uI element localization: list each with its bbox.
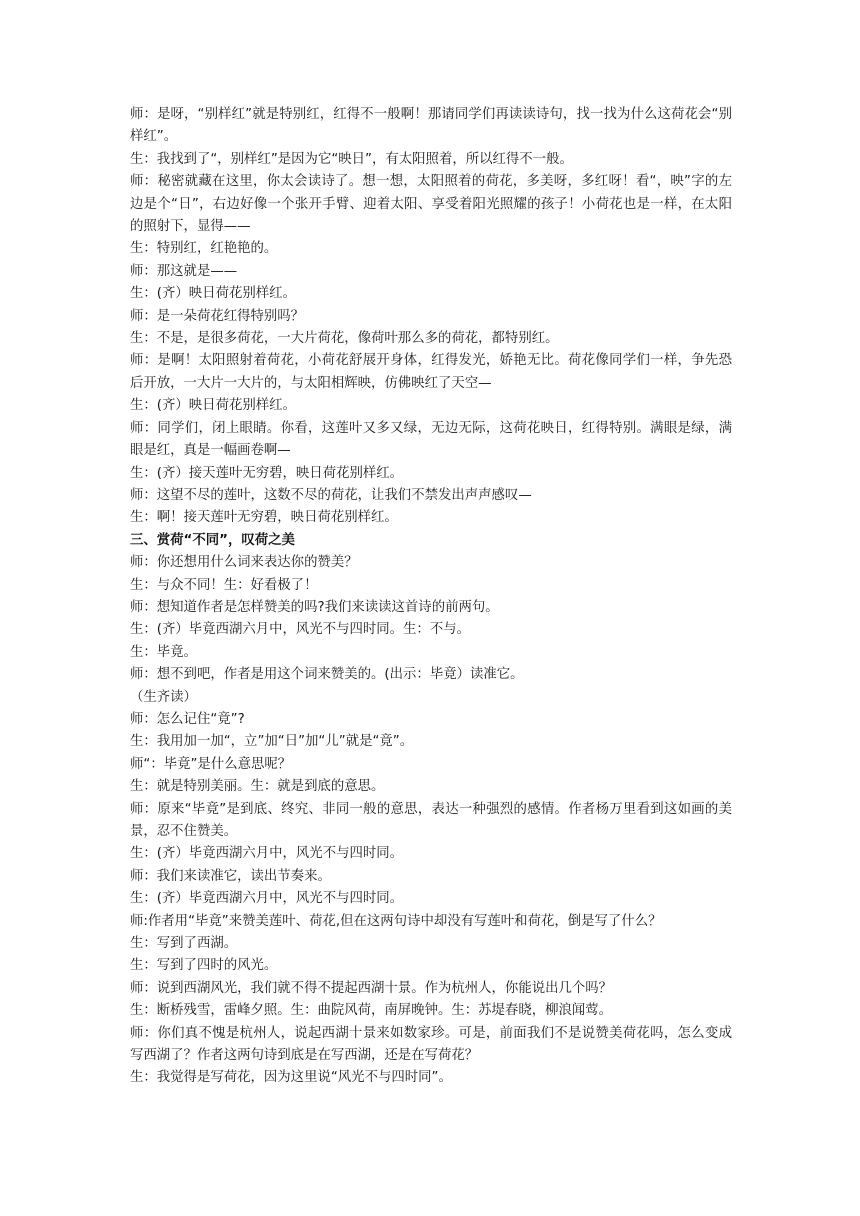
- dialogue-paragraph: 师“：毕竟”是什么意思呢？: [130, 756, 292, 772]
- dialogue-paragraph: 师：那这就是——: [130, 263, 238, 279]
- dialogue-paragraph: （生齐读）: [130, 689, 197, 705]
- dialogue-paragraph: 生：(齐）毕竟西湖六月中，风光不与四时同。: [130, 891, 404, 907]
- dialogue-paragraph: 师：是呀，“别样红”就是特别红，红得不一般啊！那请同学们再读读诗句，找一找为什么这荷花会“别样红”。: [130, 107, 732, 145]
- dialogue-paragraph: 生：特别红，红艳艳的。: [130, 241, 278, 257]
- dialogue-paragraph: 师：你还想用什么词来表达你的赞美？: [130, 555, 358, 571]
- dialogue-paragraph: 师：我们来读准它，读出节奏来。: [130, 868, 331, 884]
- dialogue-paragraph: 师：是一朵荷花红得特别吗？: [130, 308, 305, 324]
- dialogue-paragraph: 生：(齐）接天莲叶无穷碧，映日荷花别样红。: [130, 465, 404, 481]
- dialogue-paragraph: 师：你们真不愧是杭州人，说起西湖十景来如数家珍。可是，前面我们不是说赞美荷花吗，怎么变成写西湖了？作者这两句诗到底是在写西湖，还是在写荷花？: [130, 1025, 732, 1064]
- dialogue-paragraph: 生：与众不同！生：好看极了！: [130, 577, 318, 593]
- dialogue-paragraph: 师:作者用“毕竟”来赞美莲叶、荷花,但在这两句诗中却没有写莲叶和荷花，倒是写了什么？: [130, 913, 662, 929]
- dialogue-paragraph: 师：原来“毕竟”是到底、终究、非同一般的意思，表达一种强烈的感情。作者杨万里看到这如画的美景，忍不住赞美。: [130, 801, 732, 839]
- dialogue-paragraph: 生：写到了四时的风光。: [130, 958, 278, 974]
- dialogue-paragraph: 师：同学们，闭上眼睛。你看，这莲叶又多又绿，无边无际，这荷花映日，红得特别。满眼是绿，满眼是红，真是一幅画卷啊—: [130, 420, 732, 459]
- dialogue-paragraph: 师：想知道作者是怎样赞美的吗?我们来读读这首诗的前两句。: [130, 599, 499, 615]
- dialogue-paragraph: 生：我觉得是写荷花，因为这里说“风光不与四时同”。: [130, 1070, 452, 1086]
- dialogue-paragraph: 生：我找到了“，别样红”是因为它“映日”，有太阳照着，所以红得不一般。: [130, 151, 573, 167]
- dialogue-paragraph: 生：(齐）映日荷花别样红。: [130, 286, 296, 302]
- dialogue-paragraph: 生：(齐）映日荷花别样红。: [130, 398, 296, 414]
- dialogue-paragraph: 生：我用加一加“，立”加“日”加“儿”就是“竟”。: [130, 734, 414, 750]
- dialogue-paragraph: 生：写到了西湖。: [130, 936, 238, 952]
- dialogue-paragraph: 生：啊！接天莲叶无穷碧，映日荷花别样红。: [130, 510, 398, 526]
- document-body: [130, 104, 732, 1090]
- dialogue-paragraph: 生：不是，是很多荷花，一大片荷花，像荷叶那么多的荷花，都特别红。: [130, 331, 559, 347]
- dialogue-paragraph: 生：就是特别美丽。生：就是到底的意思。: [130, 779, 385, 795]
- dialogue-paragraph: 师：这望不尽的莲叶，这数不尽的荷花，让我们不禁发出声声感叹—: [130, 487, 532, 503]
- dialogue-paragraph: 师：秘密就藏在这里，你太会读诗了。想一想，太阳照着的荷花，多美呀，多红呀！看“，映”字的左边是个“日”，右边好像一个张开手臂、迎着太阳、享受着阳光照耀的孩子！小荷花也是一样，在太阳的照射下，显得——: [130, 174, 732, 235]
- dialogue-paragraph: 师：说到西湖风光，我们就不得不提起西湖十景。作为杭州人，你能说出几个吗？: [130, 980, 613, 996]
- dialogue-paragraph: 师：是啊！太阳照射着荷花，小荷花舒展开身体，红得发光，娇艳无比。荷花像同学们一样，争先恐后开放，一大片一大片的，与太阳相辉映，仿佛映红了天空—: [130, 353, 732, 391]
- dialogue-paragraph: 生：断桥残雪，雷峰夕照。生：曲院风荷，南屏晚钟。生：苏堤春晓，柳浪闻莺。: [130, 1003, 613, 1019]
- dialogue-paragraph: 生：(齐）毕竟西湖六月中，风光不与四时同。生：不与。: [130, 622, 470, 638]
- section-heading: 三、赏荷“不同”，叹荷之美: [130, 532, 295, 548]
- dialogue-paragraph: 生：(齐）毕竟西湖六月中，风光不与四时同。: [130, 846, 404, 862]
- dialogue-paragraph: 师：怎么记住“竟”?: [130, 711, 245, 727]
- dialogue-paragraph: 师：想不到吧，作者是用这个词来赞美的。(出示：毕竟）读准它。: [130, 667, 524, 683]
- dialogue-paragraph: 生：毕竟。: [130, 644, 197, 660]
